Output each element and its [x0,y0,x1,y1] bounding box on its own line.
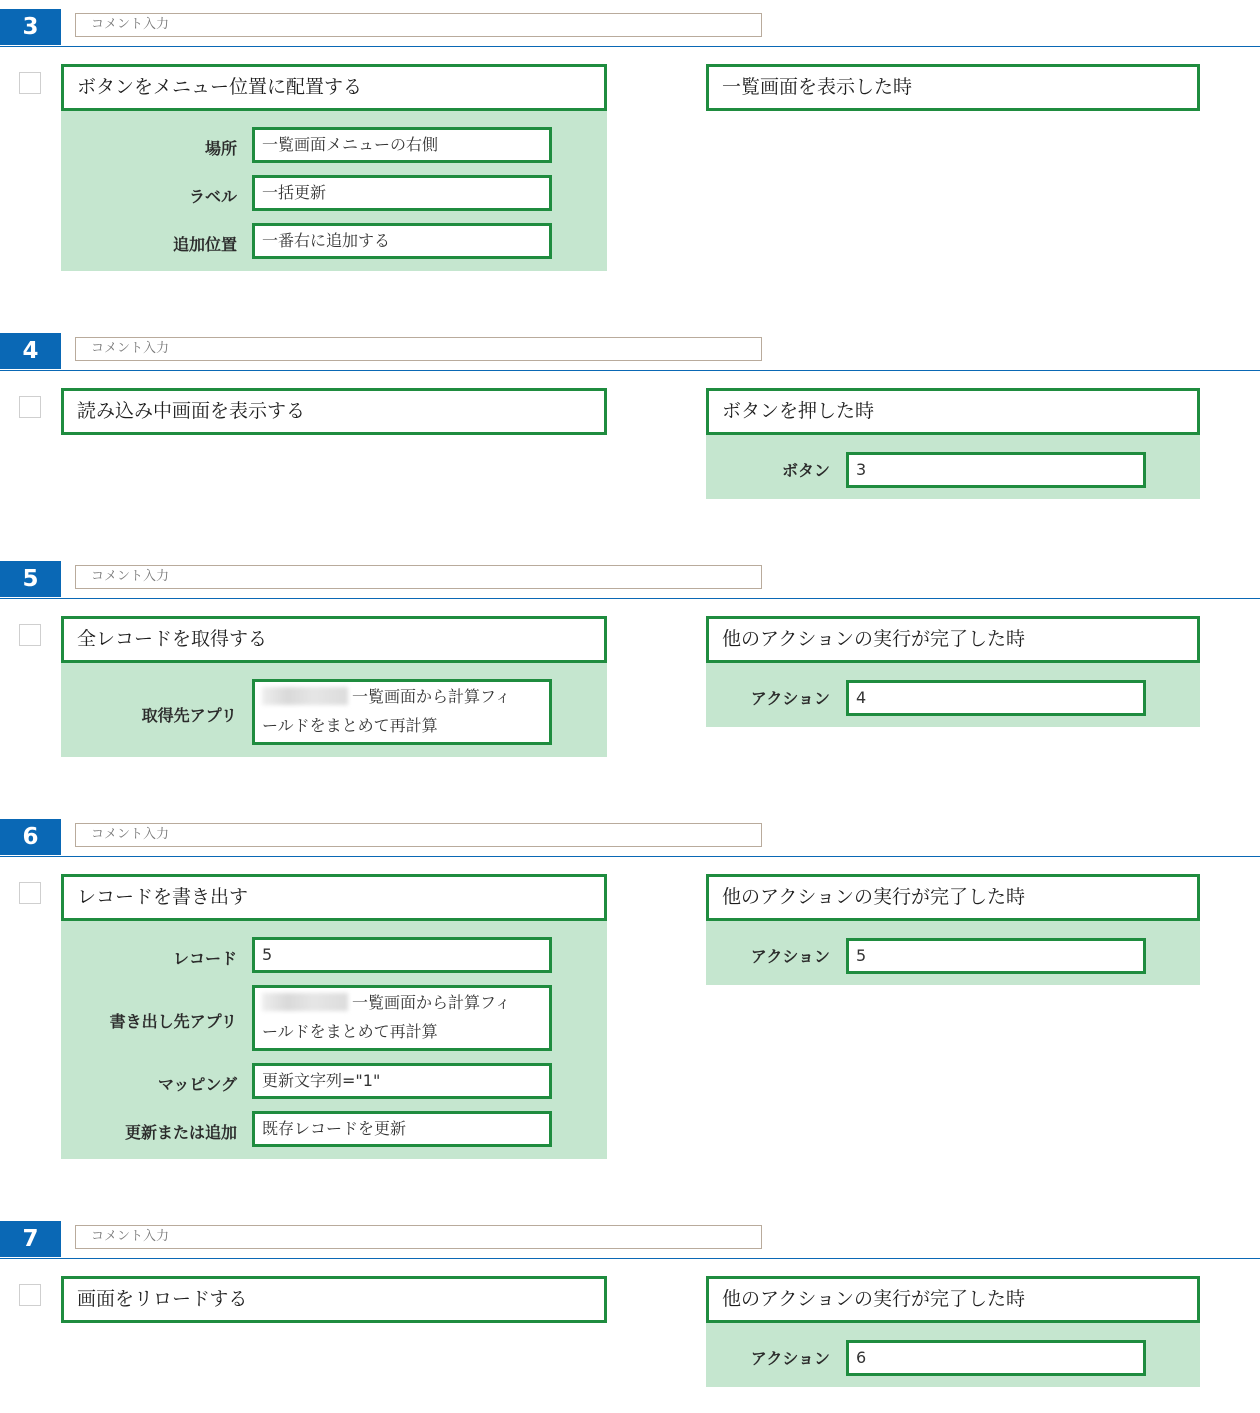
action-title[interactable]: ボタンをメニュー位置に配置する [61,64,607,111]
field-label: マッピング [157,1075,237,1094]
comment-input[interactable]: コメント入力 [75,565,762,589]
step-number: 7 [0,1221,61,1257]
step-divider [0,46,1260,47]
action-settings-panel [61,921,607,1159]
field-value[interactable]: 更新文字列="1" [252,1063,552,1099]
step-divider [0,1258,1260,1259]
trigger-settings-panel [706,663,1200,727]
trigger-title[interactable]: 他のアクションの実行が完了した時 [706,616,1200,663]
action-settings-panel [61,663,607,757]
field-label: 場所 [204,139,237,158]
redacted-app-name [262,687,348,705]
step-divider [0,856,1260,857]
step-checkbox[interactable] [19,72,41,94]
trigger-title[interactable]: 他のアクションの実行が完了した時 [706,1276,1200,1323]
comment-input[interactable]: コメント入力 [75,13,762,37]
step-checkbox[interactable] [19,1284,41,1306]
app-name-line1: 一覧画面から計算フィ [352,993,511,1012]
step-checkbox[interactable] [19,882,41,904]
action-title[interactable]: 全レコードを取得する [61,616,607,663]
trigger-settings-panel [706,921,1200,985]
trigger-title[interactable]: 他のアクションの実行が完了した時 [706,874,1200,921]
step-number: 4 [0,333,61,369]
field-value[interactable]: 一覧画面メニューの右側 [252,127,552,163]
field-value[interactable]: 既存レコードを更新 [252,1111,552,1147]
field-value[interactable]: 一括更新 [252,175,552,211]
step-divider [0,370,1260,371]
step-divider [0,598,1260,599]
step-checkbox[interactable] [19,624,41,646]
comment-input[interactable]: コメント入力 [75,1225,762,1249]
step-checkbox[interactable] [19,396,41,418]
field-label: 更新または追加 [124,1123,237,1142]
step-5 [0,552,1260,767]
app-name-line2: ールドをまとめて再計算 [262,716,438,735]
app-name-line1: 一覧画面から計算フィ [352,687,511,706]
step-number: 3 [0,9,61,45]
action-settings-panel [61,111,607,271]
step-number: 5 [0,561,61,597]
field-value[interactable]: 4 [846,680,1146,716]
field-value[interactable]: 5 [846,938,1146,974]
field-value[interactable] [252,679,552,745]
action-title[interactable]: 読み込み中画面を表示する [61,388,607,435]
step-4 [0,324,1260,514]
field-label: 取得先アプリ [141,706,237,725]
field-label: アクション [750,947,830,966]
step-3 [0,0,1260,280]
field-label: アクション [750,1349,830,1368]
field-value[interactable]: 3 [846,452,1146,488]
action-title[interactable]: 画面をリロードする [61,1276,607,1323]
trigger-settings-panel [706,1323,1200,1387]
trigger-settings-panel [706,435,1200,499]
action-title[interactable]: レコードを書き出す [61,874,607,921]
field-label: 追加位置 [172,235,237,254]
app-name-line2: ールドをまとめて再計算 [262,1022,438,1041]
step-7 [0,1212,1260,1407]
field-label: レコード [172,949,237,968]
comment-input[interactable]: コメント入力 [75,823,762,847]
trigger-title[interactable]: ボタンを押した時 [706,388,1200,435]
field-label: ボタン [781,461,830,480]
field-label: 書き出し先アプリ [109,1012,237,1031]
field-value[interactable]: 5 [252,937,552,973]
comment-input[interactable]: コメント入力 [75,337,762,361]
field-label: アクション [750,689,830,708]
field-value[interactable]: 6 [846,1340,1146,1376]
field-label: ラベル [188,187,237,206]
step-6 [0,810,1260,1175]
trigger-title[interactable]: 一覧画面を表示した時 [706,64,1200,111]
step-number: 6 [0,819,61,855]
field-value[interactable] [252,985,552,1051]
field-value[interactable]: 一番右に追加する [252,223,552,259]
redacted-app-name [262,993,348,1011]
